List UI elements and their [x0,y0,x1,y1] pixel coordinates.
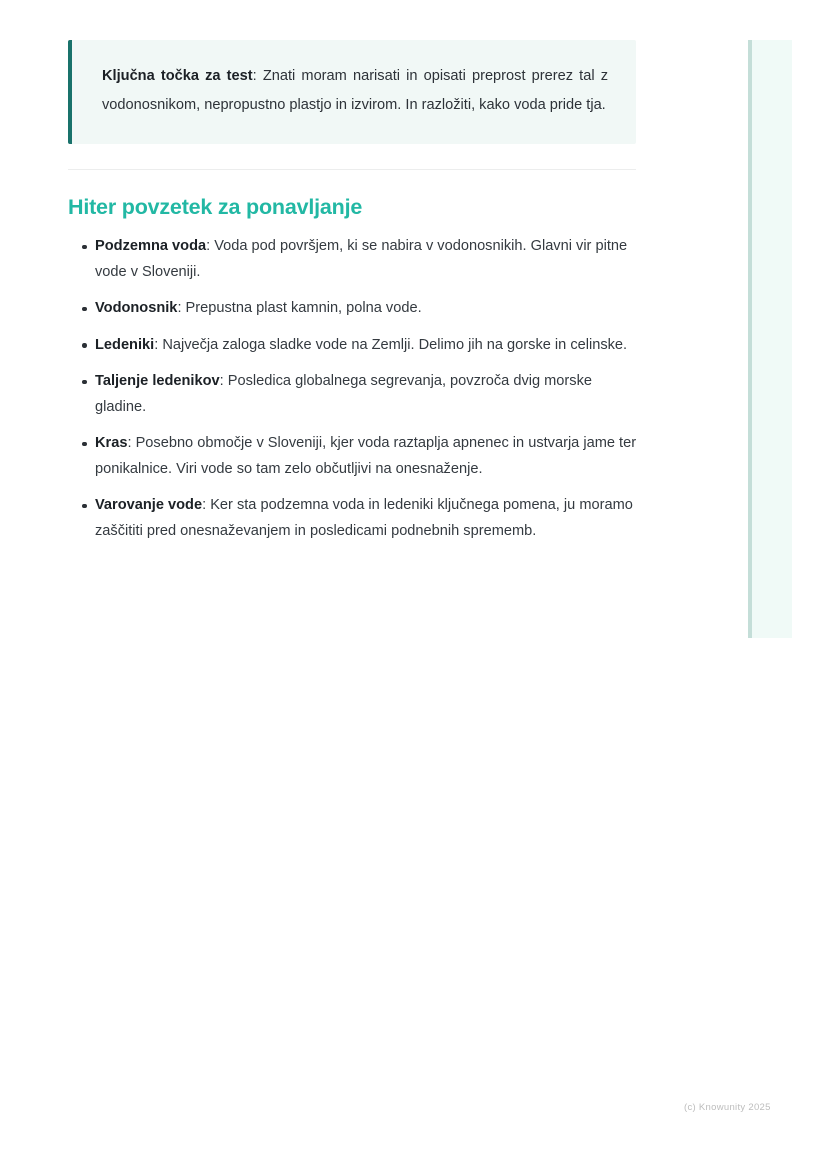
list-item-term: Varovanje vode [95,497,203,513]
list-item-separator: : [202,497,211,513]
footer-copyright: (c) Knowunity 2025 [684,1102,771,1113]
list-item [68,369,638,420]
section-divider [68,169,636,170]
list-item-term: Taljenje ledenikov [95,373,220,389]
right-edge-accent-panel [748,40,792,638]
list-item-definition: Posledica globalnega segrevanja, povzroča dvig morske gladine. [95,373,592,415]
callout-text [102,62,608,120]
list-item [68,493,638,544]
list-item-definition: Prepustna plast kamnin, polna vode. [185,300,422,316]
list-item-separator: : [127,435,136,451]
list-item-term: Podzemna voda [95,238,207,254]
key-point-callout [68,40,636,144]
list-item-definition: Posebno območje v Sloveniji, kjer voda raztaplja apnenec in ustvarja jame ter ponikalnice. Viri vode so tam zelo občutljivi na onesnaženje. [95,435,637,477]
page-content [0,0,700,555]
list-item-definition: Ker sta podzemna voda in ledeniki ključnega pomena, ju moramo zaščititi pred onesnaževanjem in posledicami podnebnih sprememb. [95,497,633,539]
list-item [68,431,638,482]
list-item-separator: : [177,300,186,316]
list-item-separator: : [206,238,215,254]
callout-body-text: Znati moram narisati in opisati preprost prerez tal z vodonosnikom, nepropustno plastjo in izvirom. In razložiti, kako voda pride tja. [102,68,608,113]
list-item-separator: : [154,336,163,353]
list-item-term: Vodonosnik [95,300,178,316]
summary-section-heading: Hiter povzetek za ponavljanje [68,195,363,219]
list-item [68,234,638,285]
list-item [68,296,638,322]
list-item-definition: Voda pod površjem, ki se nabira v vodonosnikih. Glavni vir pitne vode v Sloveniji. [95,238,628,280]
summary-bullet-list [68,234,638,544]
list-item-term: Kras [95,435,128,451]
callout-lead-label: Ključna točka za test [102,68,253,84]
list-item [68,333,638,359]
list-item-term: Ledeniki [95,336,155,353]
list-item-definition: Največja zaloga sladke vode na Zemlji. Delimo jih na gorske in celinske. [162,336,628,353]
callout-separator: : [252,68,263,84]
list-item-separator: : [219,373,228,389]
